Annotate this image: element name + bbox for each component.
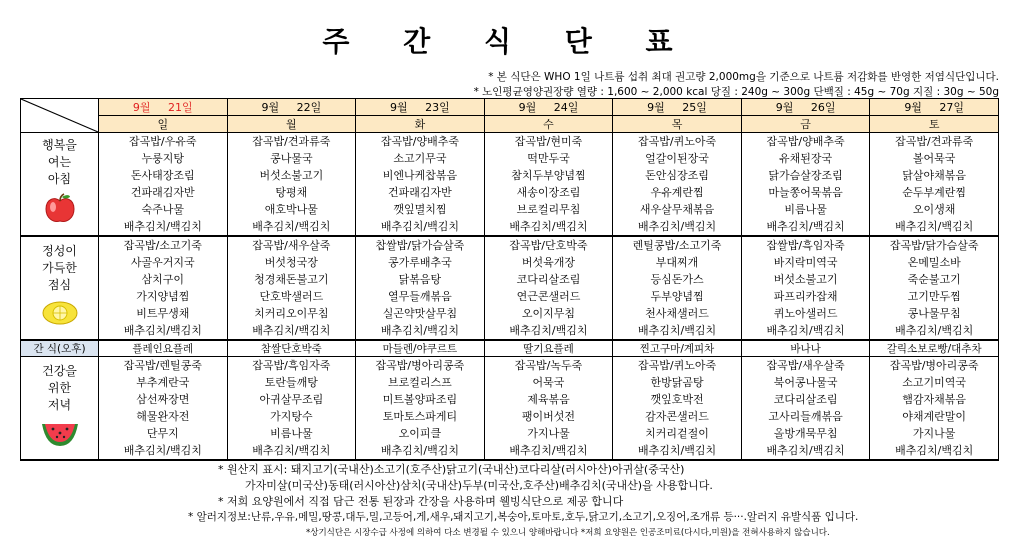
day-meal-cell — [99, 357, 228, 461]
dish-item: 배추김치/백김치 — [766, 220, 845, 233]
dish-item: 파프리카잡채 — [773, 290, 838, 303]
snack-label: 간 식(오후) — [21, 340, 99, 357]
dish-item: 잡곡밥/퀴노아죽 — [637, 359, 717, 372]
dish-item: 배추김치/백김치 — [380, 324, 459, 337]
dish-item: 볼어묵국 — [912, 152, 956, 165]
dish-item: 잡곡밥/현미죽 — [514, 135, 583, 148]
dish-item: 우유계란찜 — [650, 186, 704, 199]
dish-item: 배추김치/백김치 — [380, 220, 459, 233]
dish-item: 치커리겉절이 — [645, 427, 709, 440]
dish-item: 배추김치/백김치 — [123, 324, 202, 337]
dish-item: 팽이버섯전 — [521, 410, 576, 423]
day-meal-cell — [99, 133, 228, 237]
snack-item: 플레인요플레 — [99, 340, 228, 357]
dish-item: 청경채돈불고기 — [254, 273, 329, 286]
day-meal-cell — [613, 133, 742, 237]
meal-label-cell — [21, 357, 99, 461]
origin-note: * 원산지 표시: 돼지고기(국내산)소고기(호주산)닭고기(국내산)코다리살(러시아산)아귀살(중국산) — [218, 463, 685, 476]
dish-item: 잡곡밥/새우살죽 — [766, 359, 845, 372]
dish-item: 잡곡밥/흑임자죽 — [252, 359, 331, 372]
dish-item: 부추계란국 — [136, 376, 190, 389]
dish-item: 제육볶음 — [527, 393, 570, 406]
dish-item: 퀴노아샐러드 — [773, 307, 838, 320]
dish-item: 콩가루배추국 — [388, 256, 452, 269]
dish-item: 잡곡밥/닭가슴살죽 — [889, 239, 979, 252]
day-meal-cell — [613, 357, 742, 461]
origin-note-cont: 가자미살(미국산)동태(러시아산)삼치(국내산)두부(미국산,호주산)배추김치(국내산)을 사용합니다. — [245, 479, 713, 492]
dish-item: 아귀살무조림 — [259, 393, 324, 406]
dish-item: 돈사태장조림 — [130, 169, 195, 182]
dish-item: 배추김치/백김치 — [766, 324, 845, 337]
dish-item: 버섯육개장 — [521, 256, 576, 269]
dish-item: 연근콘샐러드 — [516, 290, 581, 303]
dish-item: 잡곡밥/견과류죽 — [252, 135, 331, 148]
dish-item: 탕평채 — [275, 186, 308, 199]
dish-item: 얼갈이된장국 — [645, 152, 709, 165]
weekday-cell: 금 — [741, 116, 870, 133]
dish-item: 고사리들깨볶음 — [768, 410, 843, 423]
dish-item: 브로컬리무침 — [516, 203, 581, 216]
dish-item: 배추김치/백김치 — [509, 324, 588, 337]
dish-item: 고기만두찜 — [907, 290, 961, 303]
date-cell: 9월 25일 — [613, 99, 742, 116]
dish-item: 열무들깨볶음 — [388, 290, 452, 303]
dish-item: 잡곡밥/소고기죽 — [123, 239, 202, 252]
dish-item: 배추김치/백김치 — [895, 444, 974, 457]
date-cell: 9월 23일 — [356, 99, 485, 116]
weekday-cell: 목 — [613, 116, 742, 133]
watermelon-icon — [21, 418, 98, 453]
dish-item: 잡곡밥/녹두죽 — [514, 359, 583, 372]
date-cell: 9월 26일 — [741, 99, 870, 116]
day-meal-cell — [870, 357, 999, 461]
dish-item: 두부양념찜 — [650, 290, 704, 303]
dish-item: 코다리살조림 — [516, 273, 581, 286]
dish-item: 토란들깨탕 — [264, 376, 318, 389]
dish-item: 잡곡밥/양배추죽 — [380, 135, 459, 148]
dish-item: 버섯청국장 — [264, 256, 318, 269]
dish-item: 배추김치/백김치 — [637, 324, 717, 337]
dish-item: 치커리오이무침 — [254, 307, 329, 320]
dish-item: 단무지 — [146, 427, 179, 440]
dish-item: 해물완자전 — [136, 410, 190, 423]
dish-item: 사골우거지국 — [130, 256, 195, 269]
dish-item: 바지락미역국 — [773, 256, 838, 269]
dish-item: 비름나물 — [784, 203, 827, 216]
day-meal-cell — [741, 357, 870, 461]
meal-label-line: 가득한 — [42, 261, 77, 275]
dish-item: 콩나물무침 — [907, 307, 961, 320]
weekday-cell: 화 — [356, 116, 485, 133]
date-cell: 9월 24일 — [484, 99, 613, 116]
day-meal-cell — [870, 133, 999, 237]
meal-label-line: 정성이 — [42, 244, 77, 258]
dish-item: 잡곡밥/렌틸콩죽 — [123, 359, 202, 372]
weekday-cell: 토 — [870, 116, 999, 133]
meal-label-line: 여는 — [47, 155, 72, 169]
sodium-note: * 본 식단은 WHO 1일 나트륨 섭취 최대 권고량 2,000mg을 기준으로 나트륨 저감화를 반영한 저염식단입니다. — [488, 71, 999, 83]
dish-item: 애호박나물 — [264, 203, 318, 216]
dish-item: 배추김치/백김치 — [637, 444, 717, 457]
meal-label-cell — [21, 133, 99, 237]
dish-item: 토마토스파게티 — [382, 410, 458, 423]
dish-item: 북어콩나물국 — [773, 376, 838, 389]
dish-item: 가지나물 — [912, 427, 956, 440]
meal-row — [21, 357, 999, 461]
day-meal-cell — [227, 357, 356, 461]
sauce-note: * 저희 요양원에서 직접 담근 전통 된장과 간장을 사용하며 웰빙식단으로 제공 합니다 — [218, 495, 624, 508]
day-meal-cell — [99, 236, 228, 340]
dish-item: 잡곡밥/병아리콩죽 — [889, 359, 979, 372]
weekday-row — [21, 116, 999, 133]
dish-item: 부대찌개 — [655, 256, 699, 269]
dish-item: 배추김치/백김치 — [380, 444, 459, 457]
date-row — [21, 99, 999, 116]
snack-item: 마들렌/야쿠르트 — [356, 340, 485, 357]
weekly-menu-table — [20, 98, 999, 461]
meal-row — [21, 236, 999, 340]
snack-item: 딸기요플레 — [484, 340, 613, 357]
dish-item: 참치두부양념찜 — [511, 169, 586, 182]
dish-item: 새송이장조림 — [516, 186, 581, 199]
apple-icon — [21, 192, 98, 231]
meal-label-line: 행복을 — [42, 138, 77, 152]
dish-item: 건파래김자반 — [388, 186, 452, 199]
dish-item: 미트볼양파조림 — [382, 393, 458, 406]
day-meal-cell — [870, 236, 999, 340]
dish-item: 브로컬리스프 — [388, 376, 452, 389]
dish-item: 배추김치/백김치 — [637, 220, 717, 233]
snack-row — [21, 340, 999, 357]
dish-item: 단호박샐러드 — [259, 290, 324, 303]
weekday-cell: 일 — [99, 116, 228, 133]
day-meal-cell — [356, 236, 485, 340]
change-note: *상기식단은 시장수급 사정에 의하여 다소 변경될 수 있으니 양해바랍니다 *저희 요양원은 인공조미료(다시다,미원)을 전혀사용하지 않습니다. — [306, 528, 830, 538]
dish-item: 배추김치/백김치 — [252, 324, 331, 337]
dish-item: 배추김치/백김치 — [509, 220, 588, 233]
day-meal-cell — [356, 133, 485, 237]
snack-item: 갈릭소보로빵/대추차 — [870, 340, 999, 357]
day-meal-cell — [484, 357, 613, 461]
dish-item: 마늘쫑어묵볶음 — [768, 186, 843, 199]
dish-item: 배추김치/백김치 — [123, 220, 202, 233]
dish-item: 삼선짜장면 — [136, 393, 190, 406]
dish-item: 가지탕수 — [270, 410, 313, 423]
dish-item: 배추김치/백김치 — [766, 444, 845, 457]
dish-item: 닭볶음탕 — [398, 273, 442, 286]
day-meal-cell — [227, 236, 356, 340]
dish-item: 어묵국 — [532, 376, 565, 389]
dish-item: 떡만두국 — [527, 152, 570, 165]
dish-item: 찹쌀밥/닭가슴살죽 — [375, 239, 465, 252]
dish-item: 누룽지탕 — [141, 152, 185, 165]
dish-item: 배추김치/백김치 — [252, 220, 331, 233]
dish-item: 잡곡밥/견과류죽 — [895, 135, 974, 148]
date-cell: 9월 21일 — [99, 99, 228, 116]
weekday-cell: 수 — [484, 116, 613, 133]
dish-item: 야채계란말이 — [902, 410, 967, 423]
day-meal-cell — [484, 133, 613, 237]
dish-item: 배추김치/백김치 — [895, 324, 974, 337]
dish-item: 감자콘샐러드 — [645, 410, 709, 423]
day-meal-cell — [227, 133, 356, 237]
meal-label-cell — [21, 236, 99, 340]
dish-item: 돈안심장조림 — [645, 169, 709, 182]
dish-item: 잡곡밥/퀴노아죽 — [637, 135, 717, 148]
dish-item: 한방닭곰탕 — [650, 376, 704, 389]
weekday-cell: 월 — [227, 116, 356, 133]
dish-item: 잡곡밥/양배추죽 — [766, 135, 845, 148]
dish-item: 비트무생채 — [136, 307, 190, 320]
dish-item: 올방개묵무침 — [773, 427, 838, 440]
dish-item: 잡곡밥/우유죽 — [129, 135, 197, 148]
dish-item: 잡곡밥/새우살죽 — [252, 239, 331, 252]
meal-label-line: 아침 — [47, 172, 72, 186]
dish-item: 코다리살조림 — [773, 393, 838, 406]
dish-item: 오이생채 — [912, 203, 956, 216]
dish-item: 닭가슴살장조림 — [768, 169, 843, 182]
day-meal-cell — [741, 236, 870, 340]
dish-item: 숙주나물 — [141, 203, 185, 216]
dish-item: 깻잎멸치찜 — [393, 203, 447, 216]
day-meal-cell — [356, 357, 485, 461]
dish-item: 비엔나케찹볶음 — [382, 169, 458, 182]
snack-item: 바나나 — [741, 340, 870, 357]
meal-row — [21, 133, 999, 237]
dish-item: 배추김치/백김치 — [895, 220, 974, 233]
dish-item: 렌틸콩밥/소고기죽 — [632, 239, 722, 252]
dish-item: 소고기무국 — [393, 152, 447, 165]
dish-item: 삼치구이 — [141, 273, 185, 286]
dish-item: 순두부계란찜 — [902, 186, 967, 199]
nutrition-note: * 노인평균영양권장량 열량 : 1,600 ~ 2,000 kcal 당질 : 240g ~ 300g 단백질 : 45g ~ 70g 지질 : 30g ~ 50g — [473, 86, 999, 98]
snack-item: 참쌀단호박죽 — [227, 340, 356, 357]
meal-label-line: 위한 — [47, 381, 72, 395]
dish-item: 실곤약맛살무침 — [382, 307, 458, 320]
dish-item: 깻잎호박전 — [650, 393, 704, 406]
dish-item: 오이지무침 — [521, 307, 576, 320]
dish-item: 죽순불고기 — [907, 273, 961, 286]
dish-item: 잡쌀밥/흑임자죽 — [766, 239, 845, 252]
dish-item: 배추김치/백김치 — [252, 444, 331, 457]
dish-item: 잡곡밥/병아리콩죽 — [375, 359, 465, 372]
page-title: 주 간 식 단 표 — [322, 25, 695, 58]
dish-item: 햄감자채볶음 — [902, 393, 967, 406]
dish-item: 가지나물 — [527, 427, 570, 440]
dish-item: 온메밀소바 — [907, 256, 961, 269]
snack-item: 찐고구마/계피차 — [613, 340, 742, 357]
dish-item: 콩나물국 — [270, 152, 313, 165]
dish-item: 배추김치/백김치 — [123, 444, 202, 457]
dish-item: 배추김치/백김치 — [509, 444, 588, 457]
dish-item: 새우살무채볶음 — [639, 203, 715, 216]
allergy-note: * 알러지정보:난류,우유,메밀,땅콩,대두,밀,고등어,게,새우,돼지고기,복숭아,토마토,호두,닭고기,소고기,오징어,조개류 등···.알러지 유발식품 입니다. — [188, 511, 859, 523]
dish-item: 비름나물 — [270, 427, 313, 440]
dish-item: 소고기미역국 — [902, 376, 967, 389]
diagonal-line-icon — [21, 99, 98, 132]
dish-item: 등심돈가스 — [650, 273, 704, 286]
meal-label-line: 저녁 — [47, 398, 72, 412]
dish-item: 닭살야채볶음 — [902, 169, 967, 182]
day-meal-cell — [741, 133, 870, 237]
dish-item: 건파래김자반 — [130, 186, 195, 199]
date-cell: 9월 22일 — [227, 99, 356, 116]
dish-item: 버섯소불고기 — [259, 169, 324, 182]
day-meal-cell — [484, 236, 613, 340]
meal-label-line: 점심 — [47, 278, 72, 292]
dish-item: 오이피클 — [398, 427, 442, 440]
dish-item: 잡곡밥/단호박죽 — [509, 239, 588, 252]
lemon-icon — [21, 298, 98, 333]
dish-item: 유채된장국 — [779, 152, 833, 165]
dish-item: 버섯소불고기 — [773, 273, 838, 286]
corner-cell — [21, 99, 99, 133]
day-meal-cell — [613, 236, 742, 340]
date-cell: 9월 27일 — [870, 99, 999, 116]
meal-label-line: 건강을 — [42, 364, 77, 378]
dish-item: 천사채샐러드 — [645, 307, 709, 320]
dish-item: 가지양념찜 — [136, 290, 190, 303]
